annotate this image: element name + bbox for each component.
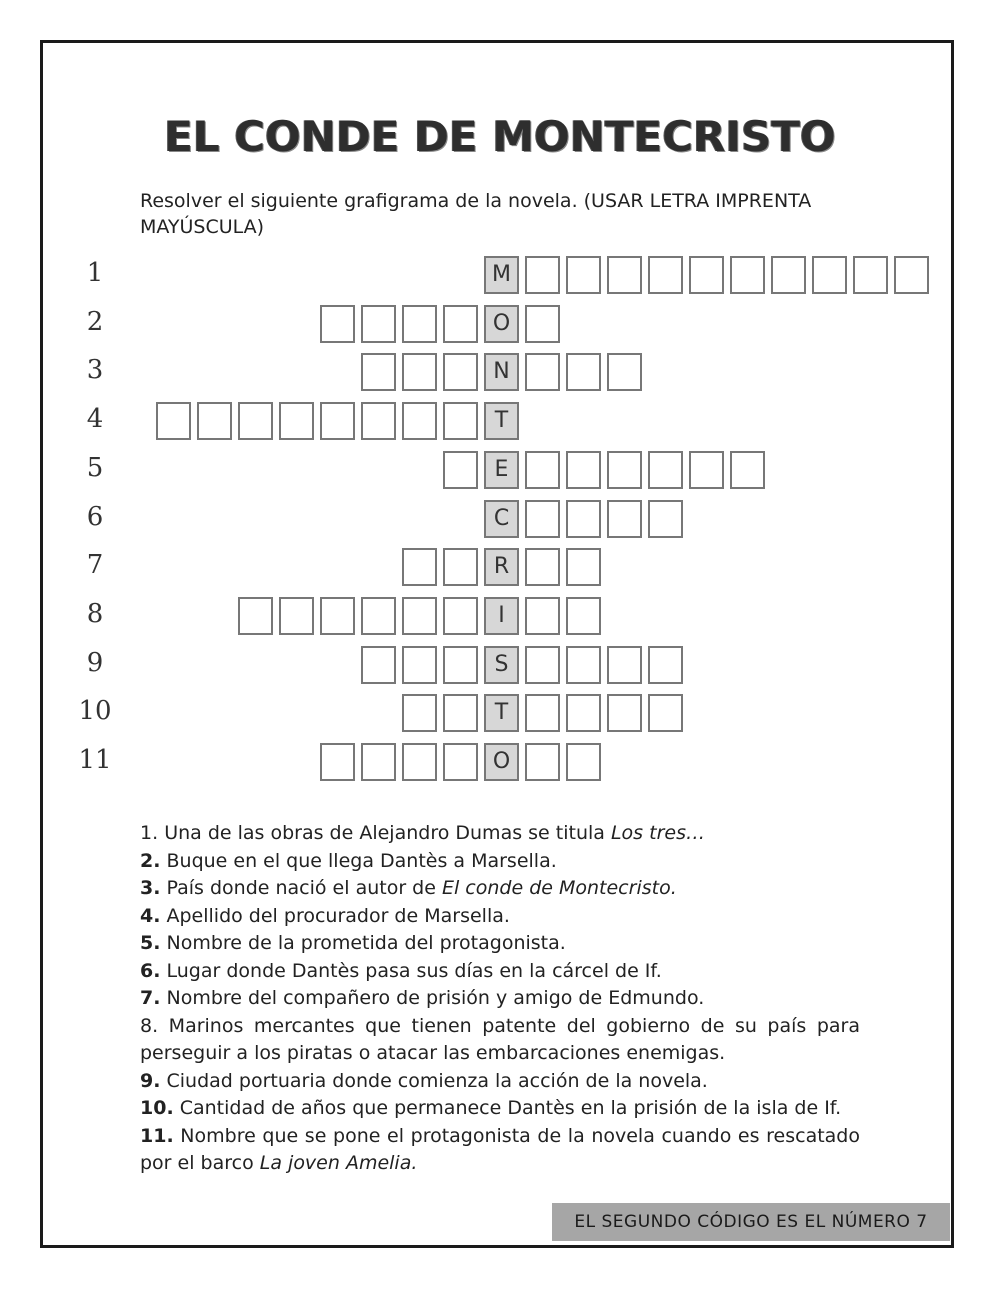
answer-cell[interactable] bbox=[402, 548, 437, 586]
answer-cell[interactable] bbox=[525, 256, 560, 294]
clue-number: 2. bbox=[140, 849, 161, 872]
answer-cell[interactable] bbox=[566, 451, 601, 489]
clue-text: Nombre del compañero de prisión y amigo de Edmundo. bbox=[166, 987, 705, 1009]
answer-cell[interactable] bbox=[320, 743, 355, 781]
key-letter-cell: I bbox=[484, 597, 519, 635]
answer-cell[interactable] bbox=[566, 597, 601, 635]
clue-6 bbox=[140, 958, 860, 986]
clue-4 bbox=[140, 903, 860, 931]
answer-cell[interactable] bbox=[566, 646, 601, 684]
answer-cell[interactable] bbox=[525, 353, 560, 391]
key-letter-cell: N bbox=[484, 353, 519, 391]
answer-cell[interactable] bbox=[443, 597, 478, 635]
key-letter-cell: O bbox=[484, 305, 519, 343]
clue-italic-text: La joven Amelia. bbox=[259, 1152, 418, 1174]
clue-text: Nombre que se pone el protagonista de la novela cuando es rescatado por el barco bbox=[140, 1124, 860, 1174]
clue-number: 11. bbox=[140, 1124, 174, 1147]
clue-2 bbox=[140, 848, 860, 876]
answer-cell[interactable] bbox=[443, 451, 478, 489]
answer-cell[interactable] bbox=[566, 256, 601, 294]
clue-text: Marinos mercantes que tienen patente del gobierno de su país para perseguir a los piratas o atacar las embarcaciones enemigas. bbox=[140, 1014, 860, 1064]
clue-text: Nombre de la prometida del protagonista. bbox=[166, 932, 566, 954]
answer-cell[interactable] bbox=[443, 353, 478, 391]
clue-number: 5. bbox=[140, 932, 161, 954]
code-banner: EL SEGUNDO CÓDIGO ES EL NÚMERO 7 bbox=[552, 1203, 950, 1241]
answer-cell[interactable] bbox=[238, 597, 273, 635]
key-letter-cell: C bbox=[484, 500, 519, 538]
row-number-8: 8 bbox=[86, 599, 104, 629]
row-number-4: 4 bbox=[86, 404, 104, 434]
clue-9 bbox=[140, 1068, 860, 1096]
answer-cell[interactable] bbox=[402, 305, 437, 343]
answer-cell[interactable] bbox=[320, 305, 355, 343]
answer-cell[interactable] bbox=[443, 694, 478, 732]
answer-cell[interactable] bbox=[566, 500, 601, 538]
clue-1 bbox=[140, 820, 860, 848]
answer-cell[interactable] bbox=[361, 305, 396, 343]
answer-cell[interactable] bbox=[607, 256, 642, 294]
row-number-5: 5 bbox=[86, 453, 104, 483]
clue-number: 9. bbox=[140, 1069, 161, 1092]
answer-cell[interactable] bbox=[402, 597, 437, 635]
clue-text: Cantidad de años que permanece Dantès en la prisión de la isla de If. bbox=[179, 1097, 842, 1119]
clue-text: Una de las obras de Alejandro Dumas se titula bbox=[164, 822, 611, 844]
clue-5 bbox=[140, 930, 860, 958]
key-letter-cell: S bbox=[484, 646, 519, 684]
row-number-10: 10 bbox=[78, 696, 112, 726]
answer-cell[interactable] bbox=[525, 451, 560, 489]
answer-cell[interactable] bbox=[525, 305, 560, 343]
clue-number: 6. bbox=[140, 959, 161, 982]
row-number-7: 7 bbox=[86, 550, 104, 580]
answer-cell[interactable] bbox=[361, 597, 396, 635]
row-number-6: 6 bbox=[86, 502, 104, 532]
answer-cell[interactable] bbox=[525, 694, 560, 732]
answer-cell[interactable] bbox=[607, 353, 642, 391]
answer-cell[interactable] bbox=[443, 743, 478, 781]
answer-cell[interactable] bbox=[525, 500, 560, 538]
clue-number: 4. bbox=[140, 904, 161, 927]
answer-cell[interactable] bbox=[320, 402, 355, 440]
clue-8 bbox=[140, 1013, 860, 1068]
clue-italic-text: El conde de Montecristo. bbox=[441, 877, 677, 899]
clue-number: 1. bbox=[140, 822, 159, 844]
answer-cell[interactable] bbox=[279, 402, 314, 440]
clue-number: 7. bbox=[140, 987, 161, 1009]
clue-number: 10. bbox=[140, 1097, 174, 1119]
answer-cell[interactable] bbox=[402, 646, 437, 684]
row-number-1: 1 bbox=[86, 258, 104, 288]
clue-text: Ciudad portuaria donde comienza la acción de la novela. bbox=[166, 1069, 708, 1092]
answer-cell[interactable] bbox=[648, 694, 683, 732]
answer-cell[interactable] bbox=[689, 256, 724, 294]
answer-cell[interactable] bbox=[648, 451, 683, 489]
clue-3 bbox=[140, 875, 860, 903]
clue-number: 8. bbox=[140, 1014, 159, 1037]
answer-cell[interactable] bbox=[607, 451, 642, 489]
row-number-9: 9 bbox=[86, 648, 104, 678]
row-number-3: 3 bbox=[86, 355, 104, 385]
clue-7 bbox=[140, 985, 860, 1013]
answer-cell[interactable] bbox=[648, 500, 683, 538]
answer-cell[interactable] bbox=[648, 256, 683, 294]
key-letter-cell: T bbox=[484, 694, 519, 732]
clue-10 bbox=[140, 1095, 860, 1123]
answer-cell[interactable] bbox=[361, 353, 396, 391]
answer-cell[interactable] bbox=[402, 743, 437, 781]
answer-cell[interactable] bbox=[648, 646, 683, 684]
answer-cell[interactable] bbox=[689, 451, 724, 489]
page-title: EL CONDE DE MONTECRISTO bbox=[164, 112, 836, 161]
clue-text: País donde nació el autor de bbox=[166, 877, 442, 899]
answer-cell[interactable] bbox=[156, 402, 191, 440]
clue-italic-text: Los tres… bbox=[610, 822, 705, 844]
key-letter-cell: M bbox=[484, 256, 519, 294]
clue-text: Buque en el que llega Dantès a Marsella. bbox=[166, 849, 557, 872]
clue-text: Apellido del procurador de Marsella. bbox=[166, 904, 510, 927]
answer-cell[interactable] bbox=[730, 451, 765, 489]
answer-cell[interactable] bbox=[361, 402, 396, 440]
answer-cell[interactable] bbox=[566, 694, 601, 732]
answer-cell[interactable] bbox=[361, 743, 396, 781]
answer-cell[interactable] bbox=[566, 743, 601, 781]
answer-cell[interactable] bbox=[607, 646, 642, 684]
answer-cell[interactable] bbox=[279, 597, 314, 635]
answer-cell[interactable] bbox=[607, 500, 642, 538]
clues-list bbox=[140, 820, 860, 1178]
answer-cell[interactable] bbox=[853, 256, 888, 294]
answer-cell[interactable] bbox=[812, 256, 847, 294]
answer-cell[interactable] bbox=[525, 743, 560, 781]
key-letter-cell: T bbox=[484, 402, 519, 440]
clue-number: 3. bbox=[140, 877, 161, 899]
answer-cell[interactable] bbox=[443, 548, 478, 586]
answer-cell[interactable] bbox=[197, 402, 232, 440]
answer-cell[interactable] bbox=[443, 646, 478, 684]
answer-cell[interactable] bbox=[402, 402, 437, 440]
answer-cell[interactable] bbox=[402, 353, 437, 391]
answer-cell[interactable] bbox=[238, 402, 273, 440]
answer-cell[interactable] bbox=[607, 694, 642, 732]
answer-cell[interactable] bbox=[566, 548, 601, 586]
clue-text: Lugar donde Dantès pasa sus días en la cárcel de If. bbox=[166, 959, 662, 982]
answer-cell[interactable] bbox=[443, 402, 478, 440]
answer-cell[interactable] bbox=[320, 597, 355, 635]
key-letter-cell: R bbox=[484, 548, 519, 586]
row-number-11: 11 bbox=[78, 745, 112, 775]
key-letter-cell: O bbox=[484, 743, 519, 781]
answer-cell[interactable] bbox=[771, 256, 806, 294]
answer-cell[interactable] bbox=[894, 256, 929, 294]
answer-cell[interactable] bbox=[402, 694, 437, 732]
answer-cell[interactable] bbox=[443, 305, 478, 343]
answer-cell[interactable] bbox=[525, 548, 560, 586]
instructions-text: Resolver el siguiente grafigrama de la novela. (USAR LETRA IMPRENTA MAYÚSCULA) bbox=[140, 190, 812, 238]
answer-cell[interactable] bbox=[361, 646, 396, 684]
clue-11 bbox=[140, 1123, 860, 1178]
answer-cell[interactable] bbox=[730, 256, 765, 294]
answer-cell[interactable] bbox=[566, 353, 601, 391]
key-letter-cell: E bbox=[484, 451, 519, 489]
row-number-2: 2 bbox=[86, 307, 104, 337]
answer-cell[interactable] bbox=[525, 597, 560, 635]
answer-cell[interactable] bbox=[525, 646, 560, 684]
